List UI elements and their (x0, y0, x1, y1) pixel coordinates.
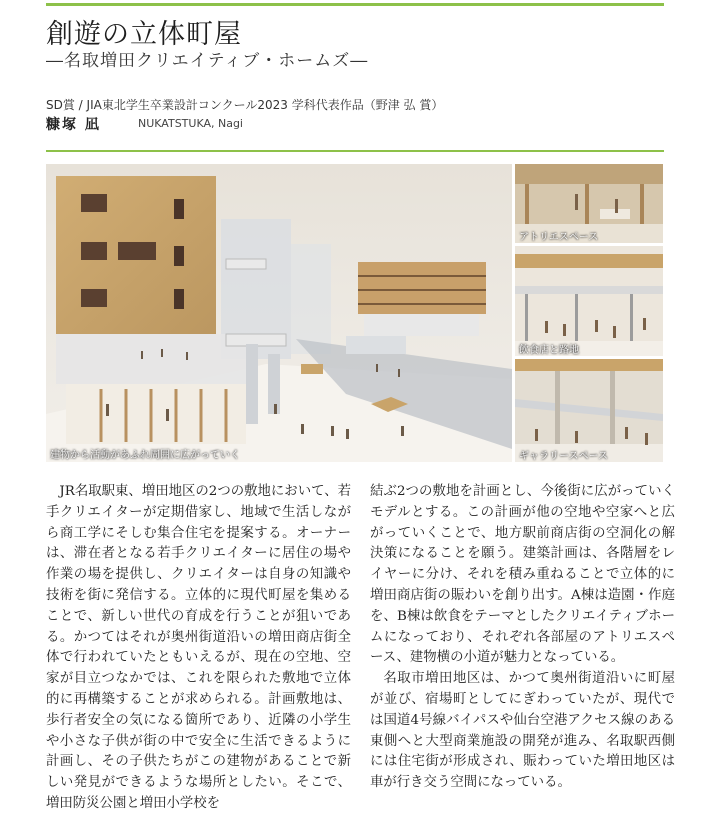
side-caption-1: アトリエスペース (519, 232, 599, 243)
body-paragraph: 名取市増田地区は、かつて奥州街道沿いに町屋が並び、宿場町としてにぎわっていたが、現代では国道4号線バイパスや仙台空港アクセス線のある東側へと大型商業施設の開発が進み、名取駅西側には住宅街が形成され、賑わっていた増田地区は車が行き交う空間になっている。 (370, 671, 675, 791)
main-photo-caption: 建物から活動があふれ周囲に広がっていく (50, 450, 240, 461)
side-photo-restaurant (515, 246, 663, 356)
top-accent-rule (46, 3, 664, 6)
side-photo-atelier (515, 164, 663, 243)
main-model-photo (46, 164, 512, 462)
award-line: SD賞 / JIA東北学生卒業設計コンクール2023 学科代表作品（野津 弘 賞） (46, 98, 444, 112)
article-subtitle: ―名取増田クリエイティブ・ホームズ― (46, 51, 369, 71)
side-caption-3: ギャラリースペース (519, 451, 608, 462)
author-name-en: NUKATSTUKA, Nagi (138, 117, 243, 130)
side-caption-2: 飲食店と路地 (519, 345, 579, 356)
body-paragraph: JR名取駅東、増田地区の2つの敷地において、若手クリエイターが定期借家し、地域で生活しながら商工学にそしむ集合住宅を提案する。オーナーは、滞在者となる若手クリエイターに居住の場や作業の場を提供し、クリエイターは自身の知識や技術を街に発信する。立体的に現代町屋を集めることで、新しい世代の育成を行うことが狙いである。かつてはそれが奥州街道沿いの増田商店街全体で行われていたともいえるが、現在の空地、空家が目立つなかでは、これを限られた敷地で立体的に再構築することが求められる。計画敷地は、歩行者安全の気になる箇所であり、近隣の小学生や小さな子供が街の中で安全に生活できるように計画し、その子供たちがこの建物があることで新しい発見ができるような場所としたい。そこで、増田防災公園と増田小学校を (46, 484, 351, 811)
body-column-left (46, 482, 351, 815)
body-paragraph: 結ぶ2つの敷地を計画とし、今後街に広がっていくモデルとする。この計画が他の空地や空家へと広がっていくことで、地方駅前商店街の空洞化の解決策になることを願う。建築計画は、各階層をレイヤーに分け、それを積み重ねることで立体的に増田商店街の賑わいを創り出す。A棟は造園・作庭を、B棟は飲食をテーマとしたクリエイティブホームになっており、それぞれ各部屋のアトリエスペース、建物横の小道が魅力となっている。 (370, 484, 675, 666)
section-rule (46, 150, 664, 152)
side-photo-restaurant-illustration (515, 246, 663, 356)
author-name-ja: 糠塚 凪 (46, 117, 101, 133)
body-column-right (370, 482, 675, 794)
article-title: 創遊の立体町屋 (46, 19, 242, 50)
side-photo-gallery (515, 359, 663, 462)
main-model-illustration (46, 164, 512, 462)
